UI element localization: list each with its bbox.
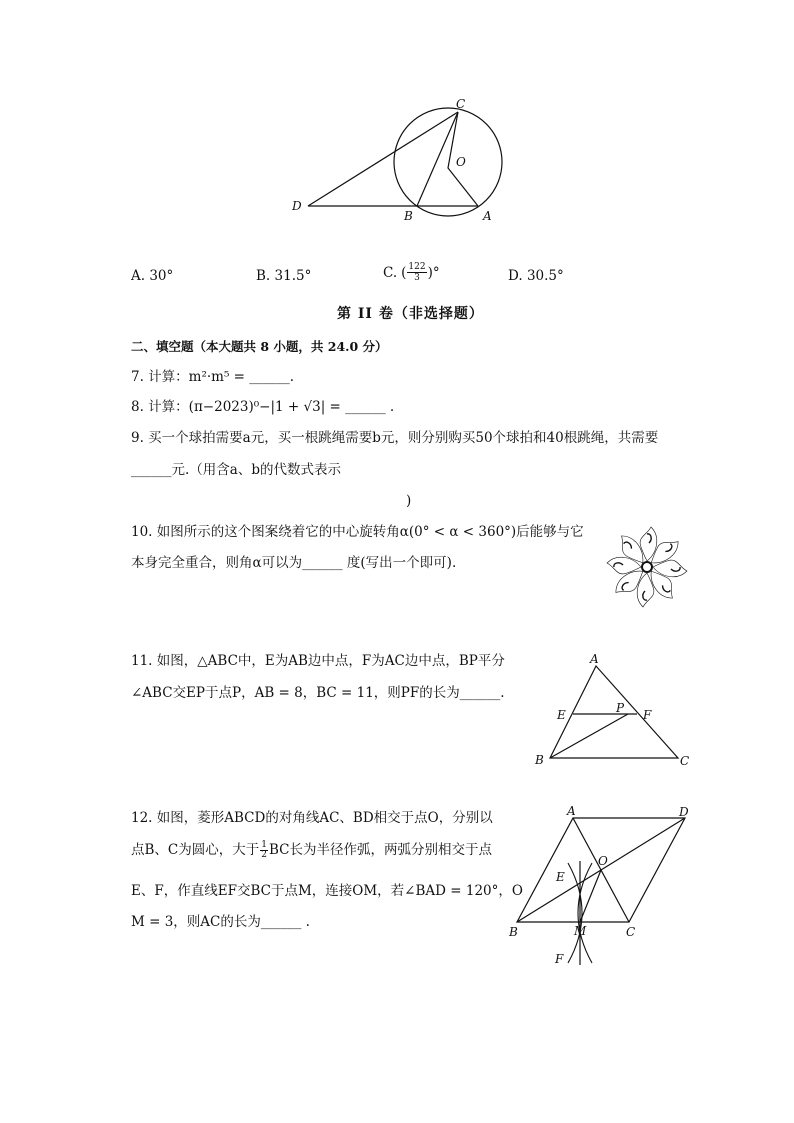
question-12-line-3: E、F，作直线EF交BC于点M，连接OM，若∠BAD = 120°，O — [131, 883, 523, 899]
question-11-line-1: 11. 如图，△ABC中，E为AB边中点，F为AC边中点，BP平分 — [131, 653, 505, 669]
pattern-curl — [647, 534, 651, 543]
option-c-denominator: 3 — [414, 273, 420, 283]
label-p: P — [616, 701, 625, 715]
pattern-curl — [671, 567, 680, 571]
label-c: C — [626, 925, 636, 939]
question-9-line-2: ______元.（用含a、b的代数式表示 — [131, 462, 341, 478]
pattern-curl — [624, 541, 633, 550]
option-d — [508, 268, 564, 284]
label-c: C — [680, 754, 690, 768]
label-b: B — [535, 753, 544, 767]
label-e: E — [557, 708, 566, 722]
option-d-letter: D. — [508, 268, 523, 284]
question-12-line-2-post: BC长为半径作弧，两弧分别相交于点 — [268, 842, 492, 858]
pattern-curl — [661, 584, 670, 593]
label-d: D — [679, 805, 689, 819]
label-b: B — [509, 925, 518, 939]
question-10-line-2: 本身完全重合，则角α可以为______ 度(写出一个即可). — [131, 555, 457, 571]
label-d: D — [292, 199, 302, 213]
question-9-line-1: 9. 买一个球拍需要a元，买一根跳绳需要b元，则分别购买50个球拍和40根跳绳，共需要 — [131, 430, 659, 446]
question-12-line-2 — [131, 840, 492, 860]
pattern-curl — [664, 544, 673, 553]
question-12-line-1: 12. 如图，菱形ABCD的对角线AC、BD相交于点O，分别以 — [131, 810, 493, 826]
pattern-curl — [614, 563, 623, 567]
label-m: M — [574, 924, 587, 938]
option-c-letter: C. — [383, 264, 398, 281]
option-c-numerator: 122 — [408, 262, 426, 272]
option-a — [131, 268, 173, 284]
question-8: 8. 计算：(π−2023)⁰−|1 + √3| = ______ . — [131, 399, 395, 415]
option-a-letter: A. — [131, 268, 146, 284]
question-11-line-2: ∠ABC交EP于点P，AB = 8，BC = 11，则PF的长为______. — [131, 685, 505, 701]
question-12-numerator: 1 — [261, 839, 267, 850]
question-10-line-1: 10. 如图所示的这个图案绕着它的中心旋转角α(0° < α < 360°)后能够与它 — [131, 524, 584, 540]
part-title: 二、填空题（本大题共 8 小题，共 24.0 分） — [131, 339, 388, 354]
option-a-value: 30° — [149, 268, 174, 284]
option-b — [256, 268, 311, 284]
triangle-figure — [528, 648, 698, 773]
question-9-line-3: ) — [406, 493, 412, 509]
question-12-fraction — [260, 841, 268, 860]
section-title: 第 II 卷（非选择题） — [337, 306, 484, 322]
option-c-paren-open: ( — [401, 264, 407, 281]
rhombus-figure — [500, 805, 705, 970]
option-b-value: 31.5° — [274, 268, 312, 284]
label-b: B — [404, 209, 413, 223]
option-c-paren-close: )° — [427, 264, 440, 281]
label-a: A — [590, 652, 599, 666]
label-o: O — [598, 854, 608, 868]
pattern-curl — [621, 581, 630, 590]
segment-cb — [417, 112, 458, 206]
label-f: F — [555, 952, 564, 966]
option-d-value: 30.5° — [526, 268, 564, 284]
circle-figure — [280, 90, 510, 230]
question-7: 7. 计算：m²·m⁵ = ______. — [131, 369, 295, 385]
question-12-denominator: 2 — [261, 849, 267, 860]
question-12-line-4: M = 3，则AC的长为______ . — [131, 914, 310, 930]
segment-cd — [308, 112, 458, 206]
segment-om — [580, 870, 601, 922]
label-a: A — [483, 209, 492, 223]
circle-o — [394, 108, 502, 216]
label-a: A — [567, 805, 576, 818]
rotational-pattern-figure — [602, 522, 692, 612]
pattern-center — [642, 562, 652, 572]
option-c — [383, 262, 440, 283]
label-f: F — [643, 708, 652, 722]
pattern-petals — [607, 527, 687, 607]
question-12-line-2-pre: 点B、C为圆心，大于 — [131, 842, 260, 858]
label-c: C — [456, 97, 466, 111]
pattern-curl — [643, 591, 647, 600]
label-o: O — [456, 155, 466, 169]
option-b-letter: B. — [256, 268, 271, 284]
label-e: E — [556, 870, 565, 884]
triangle-abc — [550, 666, 678, 758]
option-c-fraction — [407, 262, 426, 283]
